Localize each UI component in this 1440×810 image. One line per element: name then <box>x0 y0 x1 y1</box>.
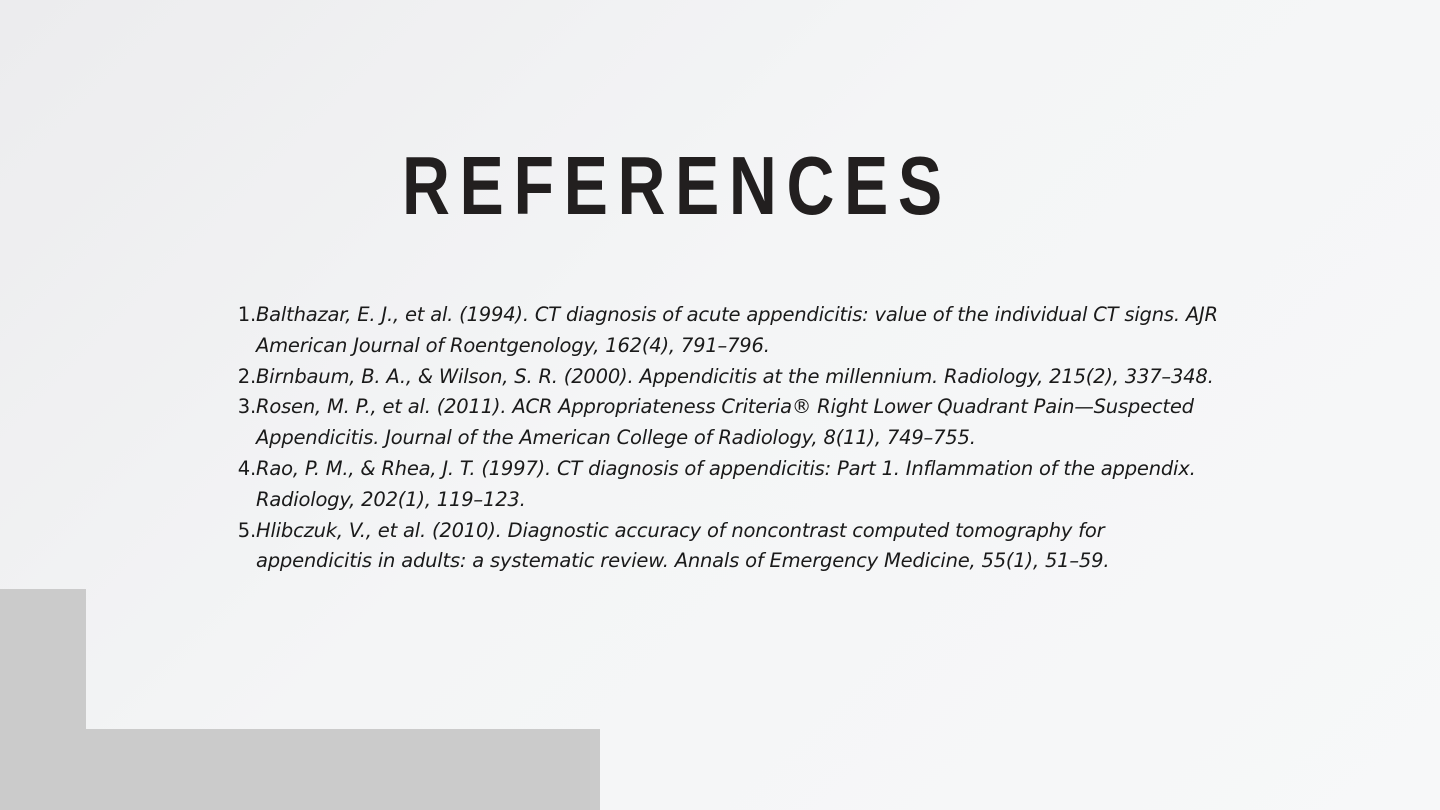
reference-number: 3. <box>237 395 256 419</box>
reference-item <box>237 454 1226 516</box>
reference-text: Hlibczuk, V., et al. (2010). Diagnostic accuracy of noncontrast computed tomography for appendicitis in adults: a systematic review. Annals of Emergency Medicine, 55(1), 51–59. <box>256 518 1110 573</box>
decorative-block-wide <box>0 729 600 810</box>
reference-text: Rao, P. M., & Rhea, J. T. (1997). CT diagnosis of appendicitis: Part 1. Inflammation of the appendix. Radiology, 202(1), 119–123. <box>256 456 1196 511</box>
reference-text: Birnbaum, B. A., & Wilson, S. R. (2000). Appendicitis at the millennium. Radiology, 215(2), 337–348. <box>256 364 1214 388</box>
slide-title: REFERENCES <box>402 139 952 232</box>
reference-list <box>237 300 1226 577</box>
reference-number: 1. <box>237 303 256 326</box>
reference-item <box>237 362 1226 393</box>
reference-item <box>237 516 1226 578</box>
reference-text: Rosen, M. P., et al. (2011). ACR Appropriateness Criteria® Right Lower Quadrant Pain—Suspected Appendicitis. Journal of the American College of Radiology, 8(11), 749–755. <box>256 395 1194 450</box>
reference-text: Balthazar, E. J., et al. (1994). CT diagnosis of acute appendicitis: value of the individual CT signs. AJR American Journal of Roentgenology, 162(4), 791–796. <box>256 303 1218 357</box>
reference-number: 2. <box>237 364 256 388</box>
reference-number: 4. <box>237 456 256 480</box>
reference-number: 5. <box>237 518 256 542</box>
reference-item <box>237 392 1226 454</box>
reference-item <box>237 300 1226 362</box>
